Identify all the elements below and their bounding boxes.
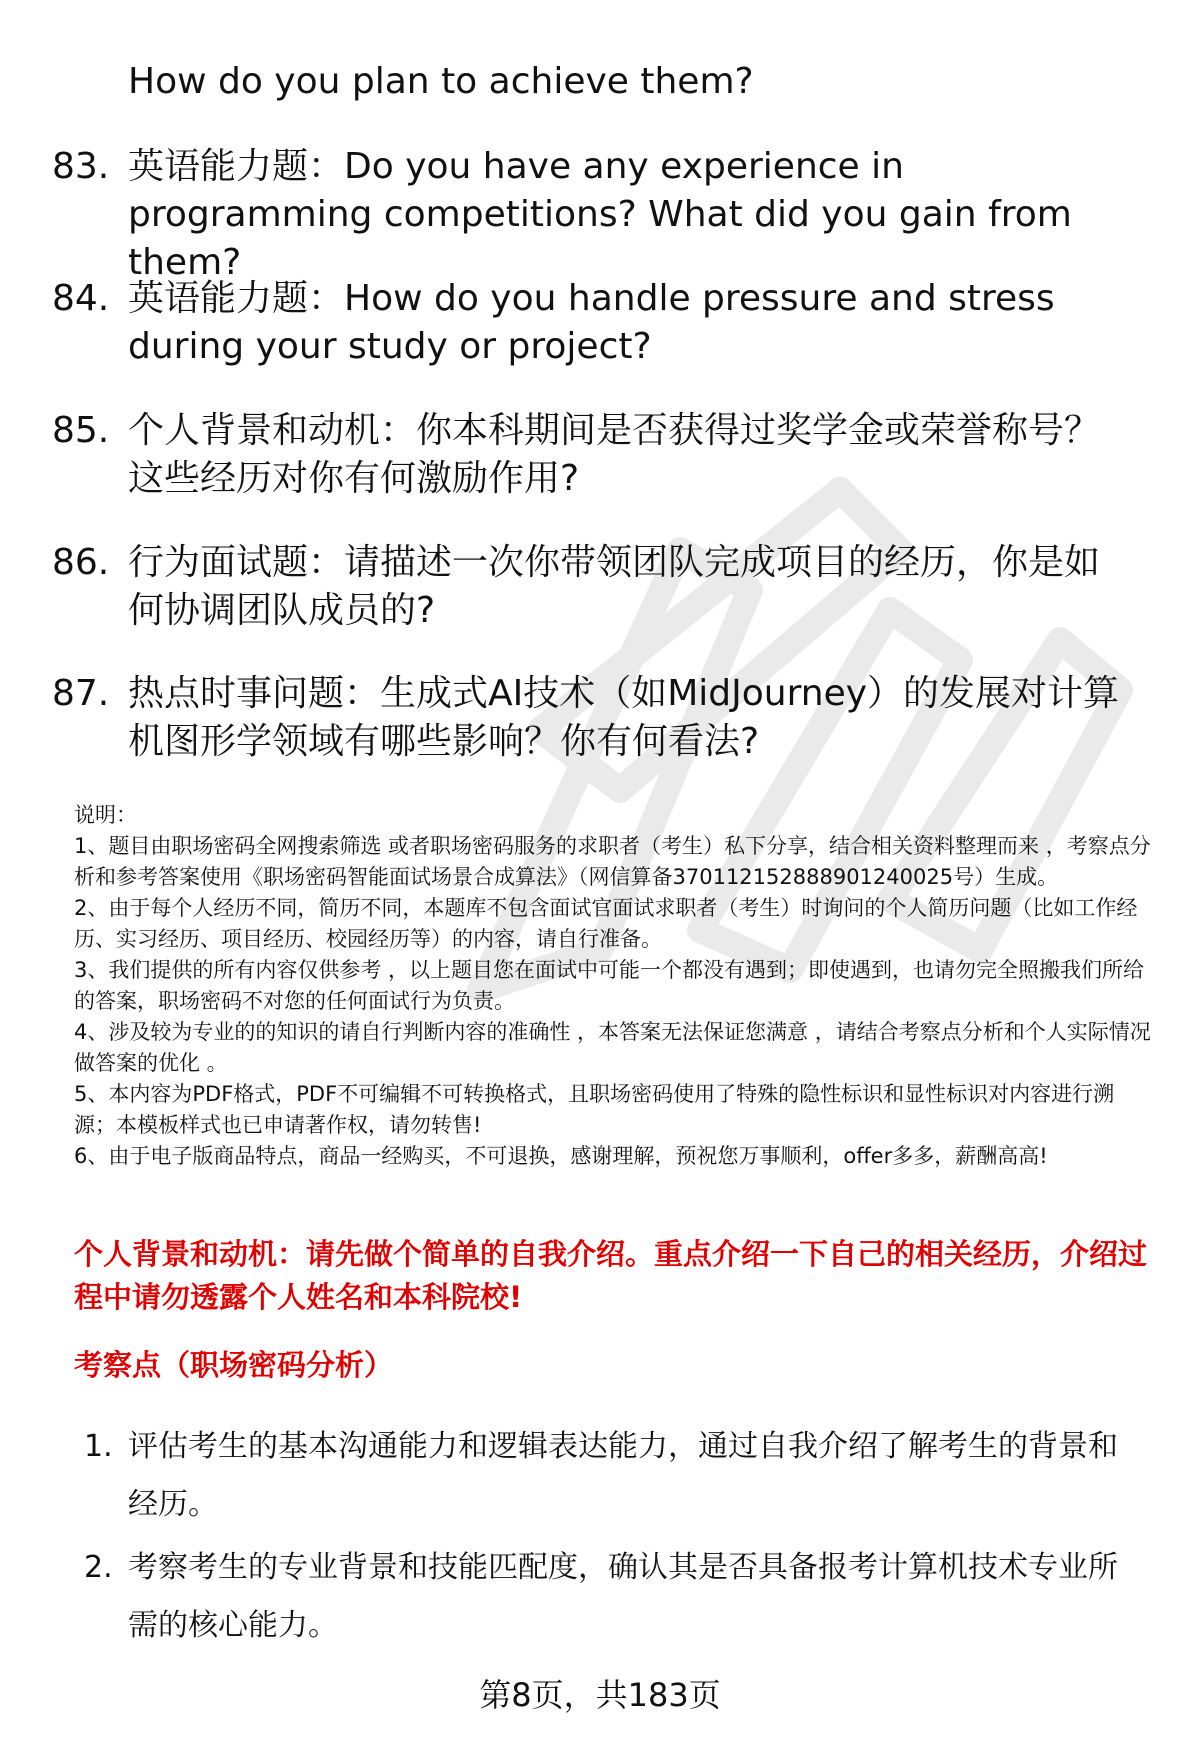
note-item: 2、由于每个人经历不同，简历不同，本题库不包含面试官面试求职者（考生）时询问的个人简历问题（比如工作经历、实习经历、项目经历、校园经历等）的内容，请自行准备。 — [74, 896, 1138, 951]
question-83 — [52, 143, 1148, 287]
notes-heading: 说明： — [74, 803, 137, 827]
question-number: 86. — [52, 542, 110, 583]
question-text: 行为面试题：请描述一次你带领团队完成项目的经历，你是如何协调团队成员的? — [128, 542, 1101, 631]
note-item: 1、题目由职场密码全网搜索筛选 或者职场密码服务的求职者（考生）私下分享，结合相关资料整理而来 ，考察点分析和参考答案使用《职场密码智能面试场景合成算法》（网信算备370112152888901240025号）生成。 — [74, 834, 1151, 889]
point-text: 评估考生的基本沟通能力和逻辑表达能力，通过自我介绍了解考生的背景和经历。 — [128, 1429, 1118, 1522]
point-number: 2. — [84, 1550, 113, 1585]
question-number: 87. — [52, 673, 110, 714]
question-85 — [52, 407, 1148, 503]
question-text: 个人背景和动机：你本科期间是否获得过奖学金或荣誉称号？这些经历对你有何激励作用? — [128, 410, 1101, 499]
page-footer: 第8页，共183页 — [479, 1676, 721, 1714]
question-number: 85. — [52, 410, 110, 451]
question-text: 英语能力题：Do you have any experience in programming competitions? What did you gain from them? — [128, 146, 1072, 283]
note-item: 5、本内容为PDF格式，PDF不可编辑不可转换格式，且职场密码使用了特殊的隐性标识和显性标识对内容进行溯源；本模板样式也已申请著作权，请勿转售! — [74, 1082, 1115, 1137]
question-84 — [52, 275, 1148, 371]
note-item: 6、由于电子版商品特点，商品一经购买，不可退换，感谢理解，预祝您万事顺利，offer多多，薪酬高高! — [74, 1144, 1048, 1168]
question-text: 英语能力题：How do you handle pressure and stress during your study or project? — [128, 278, 1055, 367]
analysis-point-2 — [84, 1539, 1150, 1655]
note-item: 4、涉及较为专业的的知识的请自行判断内容的准确性 ，本答案无法保证您满意 ，请结合考察点分析和个人实际情况做答案的优化 。 — [74, 1020, 1151, 1075]
section-question-title: 个人背景和动机：请先做个简单的自我介绍。重点介绍一下自己的相关经历，介绍过程中请勿透露个人姓名和本科院校! — [74, 1237, 1148, 1314]
question-number: 84. — [52, 278, 110, 319]
analysis-point-1 — [84, 1418, 1150, 1534]
point-number: 1. — [84, 1429, 113, 1464]
point-text: 考察考生的专业背景和技能匹配度，确认其是否具备报考计算机技术专业所需的核心能力。 — [128, 1550, 1118, 1643]
question-number: 83. — [52, 146, 110, 187]
note-item: 3、我们提供的所有内容仅供参考 ，以上题目您在面试中可能一个都没有遇到；即使遇到，也请勿完全照搬我们所给的答案，职场密码不对您的任何面试行为负责。 — [74, 958, 1145, 1013]
question-86 — [52, 539, 1148, 635]
question-continuation: How do you plan to achieve them? — [128, 61, 754, 102]
question-text: 热点时事问题：生成式AI技术（如MidJourney）的发展对计算机图形学领域有哪些影响？你有何看法? — [128, 673, 1120, 762]
disclaimer-notes — [74, 800, 1154, 1172]
section-subtitle: 考察点（职场密码分析） — [74, 1348, 394, 1382]
question-87 — [52, 670, 1148, 766]
